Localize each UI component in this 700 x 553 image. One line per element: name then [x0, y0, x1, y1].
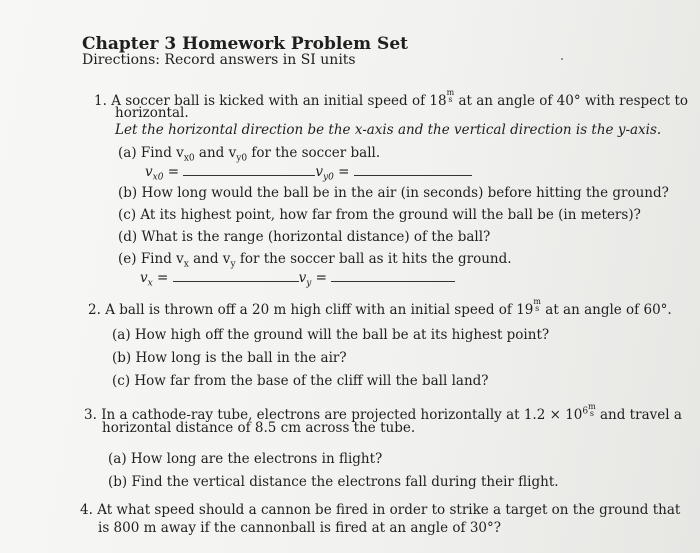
directions: Directions: Record answers in SI units — [82, 52, 356, 68]
problem-2-line-1: 2. A ball is thrown off a 20 m high cliff with an initial speed of 19 m s at an angle of 60°. — [88, 297, 672, 318]
problem-1e-answers: $v_x = v_y$ = — [140, 269, 455, 289]
problem-1d: (d) What is the range (horizontal distance) of the ball? — [118, 229, 491, 245]
problem-4-line-2: is 800 m away if the cannonball is fired at an angle of 30°? — [98, 520, 501, 536]
problem-1c: (c) At its highest point, how far from the ground will the ball be (in meters)? — [118, 207, 641, 223]
problem-3-line-1: 3. In a cathode-ray tube, electrons are projected horizontally at $1.2 \times 10^6$ m s and travel a — [84, 402, 682, 423]
problem-1-note: Let the horizontal direction be the x-axis and the vertical direction is the y-axis. — [115, 122, 662, 138]
problem-1-line-2: horizontal. — [115, 105, 189, 121]
problem-1a: (a) Find $v_{x0}$ and $v_{y0}$ for the soccer ball. — [118, 145, 381, 164]
problem-2b: (b) How long is the ball in the air? — [112, 350, 347, 366]
page-title: Chapter 3 Homework Problem Set — [82, 34, 409, 54]
problem-2a: (a) How high off the ground will the ball be at its highest point? — [112, 327, 550, 343]
answer-blank-vx0[interactable] — [183, 163, 315, 176]
problem-1-text-b: at an angle of 40° with respect to — [454, 93, 688, 109]
unit-fraction: m s — [446, 88, 455, 104]
problem-1a-answers: $v_{x0} = v_{y0}$ = — [145, 163, 472, 183]
unit-fraction: m s — [588, 402, 596, 418]
problem-1-text-a: A soccer ball is kicked with an initial speed of 18 — [111, 93, 447, 109]
unit-fraction: m s — [533, 297, 541, 313]
problem-1-number: 1. — [94, 93, 107, 109]
problem-1e: (e) Find $v_x$ and $v_y$ for the soccer ball as it hits the ground. — [118, 251, 512, 270]
problem-3a: (a) How long are the electrons in flight? — [108, 451, 383, 467]
problem-1b: (b) How long would the ball be in the air (in seconds) before hitting the ground? — [118, 185, 669, 201]
problem-4-line-1: 4. At what speed should a cannon be fired in order to strike a target on the ground that — [80, 502, 681, 518]
page-speck — [561, 58, 563, 60]
answer-blank-vy0[interactable] — [354, 163, 472, 176]
problem-3b: (b) Find the vertical distance the electrons fall during their flight. — [108, 474, 559, 490]
answer-blank-vy[interactable] — [331, 269, 455, 282]
problem-3-line-2: horizontal distance of 8.5 cm across the tube. — [102, 420, 416, 436]
answer-blank-vx[interactable] — [173, 269, 299, 282]
problem-2c: (c) How far from the base of the cliff will the ball land? — [112, 373, 489, 389]
